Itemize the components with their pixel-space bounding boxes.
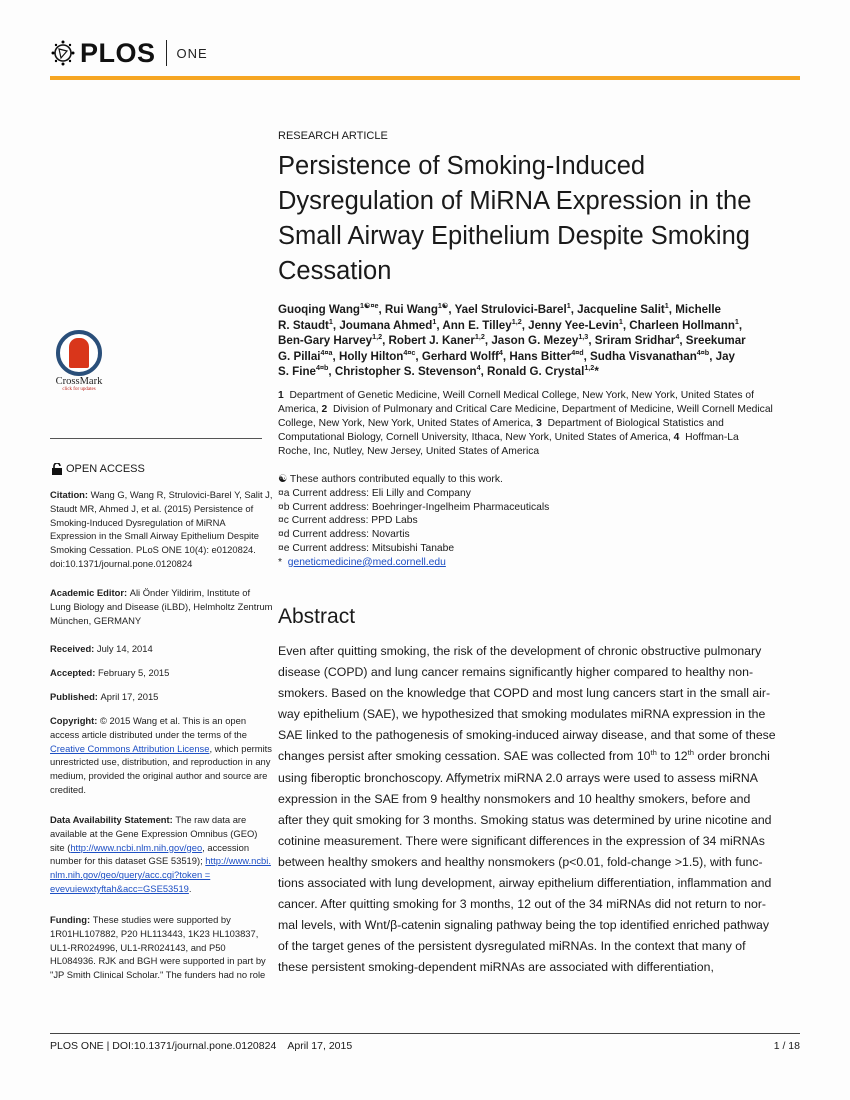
link[interactable]: evevuiewxtyftah&acc=GSE53519 xyxy=(50,882,189,894)
text-span: , Robert J. Kaner xyxy=(382,334,475,348)
text-line xyxy=(278,389,773,403)
link[interactable]: http://www.ncbi. xyxy=(205,855,271,867)
bold-label: Accepted: xyxy=(50,667,98,678)
article-title xyxy=(278,149,751,289)
text-span: , Rui Wang xyxy=(378,303,438,316)
text-span: , Joumana Ahmed xyxy=(332,318,433,332)
text-line: Lung Biology and Disease (iLBD), Helmholtz Zentrum xyxy=(50,600,273,612)
plos-one-logo[interactable] xyxy=(50,36,208,70)
link[interactable]: http://www.ncbi.nlm.nih.gov/geo xyxy=(70,841,203,853)
bold-label: 1 xyxy=(278,390,284,401)
info-block xyxy=(50,714,272,797)
text-line xyxy=(50,868,265,882)
text-span: © 2015 Wang et al. This is an open xyxy=(100,715,247,726)
text-line xyxy=(50,690,265,704)
author-notes xyxy=(278,473,549,570)
text-line xyxy=(278,364,746,380)
text-span: , Charleen Hollmann xyxy=(622,318,735,332)
text-span: to 12 xyxy=(656,749,688,764)
text-span: , Sudha Visvanathan xyxy=(583,349,697,363)
text-line xyxy=(50,882,265,896)
superscript: 1 xyxy=(328,316,333,326)
text-span: changes persist after smoking cessation. SAE was collected from 10 xyxy=(278,749,651,764)
text-span: order bronchi xyxy=(694,749,770,764)
text-line: München, GERMANY xyxy=(50,614,142,626)
superscript: 1 xyxy=(734,316,739,326)
text-span: Ali Önder Yildirim, Institute of xyxy=(129,587,251,598)
text-span: , Yael Strulovici-Barel xyxy=(448,303,567,316)
abstract-body xyxy=(278,641,776,979)
text-span: The raw data are xyxy=(175,814,247,825)
text-line: disease (COPD) and lung cancer remains significantly higher compared to healthy non- xyxy=(278,665,754,680)
text-span: February 5, 2015 xyxy=(97,667,170,678)
left-divider xyxy=(50,438,262,439)
text-line: ¤e Current address: Mitsubishi Tanabe xyxy=(278,542,455,554)
text-line: Smoking Cessation. PLoS ONE 10(4): e0120824. xyxy=(50,544,256,556)
text-span: site ( xyxy=(50,841,71,853)
superscript: 1,2 xyxy=(511,316,522,326)
text-span: , Michelle xyxy=(668,303,721,316)
info-block xyxy=(50,488,273,571)
text-span: R. Staudt xyxy=(278,318,329,332)
text-line: ¤a Current address: Eli Lilly and Company xyxy=(278,487,471,499)
open-lock-icon xyxy=(52,463,62,475)
text-line: Staudt MR, Ahmed J, et al. (2015) Persistence of xyxy=(50,502,254,514)
text-line: tions associated with lung development, airway epithelium differentiation, inflammation and xyxy=(278,876,772,891)
text-line xyxy=(50,742,272,756)
text-line xyxy=(278,417,773,431)
text-line: using fiberoptic bronchoscopy. Affymetrix miRNA 2.0 arrays were used to assess miRNA xyxy=(278,770,758,785)
text-span: , Sriram Sridhar xyxy=(588,334,676,348)
crossmark-label: CrossMark xyxy=(55,376,103,387)
text-span: * xyxy=(278,556,288,568)
info-block xyxy=(50,666,265,680)
text-line xyxy=(278,349,746,365)
text-span: College, New York, New York, United States of America, xyxy=(278,418,537,429)
text-span: Guoqing Wang xyxy=(278,303,360,316)
bold-label: Published: xyxy=(50,691,101,702)
text-span: Wang G, Wang R, Strulovici-Barel Y, Salit J, xyxy=(90,489,273,500)
text-line: access article distributed under the terms of the xyxy=(50,728,247,740)
superscript: 4¤c xyxy=(403,347,416,357)
text-span: April 17, 2015 xyxy=(100,691,159,702)
text-span: , xyxy=(738,318,743,332)
text-span: , Holly Hilton xyxy=(332,349,404,363)
info-block xyxy=(50,586,273,627)
superscript: 4¤b xyxy=(696,347,710,357)
text-line: Even after quitting smoking, the risk of the development of chronic obstructive pulmonary xyxy=(278,644,762,658)
text-line: Smoking-Induced Dysregulation of MiRNA xyxy=(50,516,226,528)
bold-label: Data Availability Statement: xyxy=(50,814,176,825)
text-line: HL084936. RJK and BGH were supported in part by xyxy=(50,955,266,967)
text-line: ☯ These authors contributed equally to this work. xyxy=(278,474,503,485)
text-span: America, xyxy=(278,404,322,415)
footer-citation: PLOS ONE | DOI:10.1371/journal.pone.0120824 April 17, 2015 xyxy=(50,1040,353,1052)
text-line: UL1-RR024996, UL1-RR024143, and P50 xyxy=(50,941,226,953)
text-span: , which permits xyxy=(209,742,272,754)
text-line: cancer. After quitting smoking for 3 months, 12 out of the 34 miRNAs did not return to nor- xyxy=(278,897,767,912)
text-span: , Hans Bitter xyxy=(502,349,572,363)
text-span: , Jay xyxy=(709,349,735,363)
logo-one-text: ONE xyxy=(176,45,208,61)
superscript: 4¤b xyxy=(316,363,329,373)
text-line: doi:10.1371/journal.pone.0120824 xyxy=(50,557,193,569)
plos-globe-icon xyxy=(50,40,76,66)
superscript: 1 xyxy=(664,301,669,311)
text-span: . xyxy=(188,882,192,894)
open-access-label xyxy=(52,463,145,475)
author-list xyxy=(278,302,746,380)
affiliations xyxy=(278,389,773,459)
text-line xyxy=(50,714,265,728)
superscript: 1☯¤e xyxy=(360,301,379,311)
text-span: , Ann E. Tilley xyxy=(436,318,512,332)
superscript: 1,2 xyxy=(474,332,485,342)
bold-label: 2 xyxy=(321,404,328,415)
text-line: SAE linked to the pathogenesis of smoking-induced airway disease, and that some of these xyxy=(278,728,776,743)
open-access-text: OPEN ACCESS xyxy=(66,463,145,475)
text-span: , Christopher S. Stevenson xyxy=(328,365,477,379)
text-span: July 14, 2014 xyxy=(96,643,153,654)
text-span: Hoffman-La xyxy=(679,432,739,443)
logo-plos-text: PLOS xyxy=(80,37,156,68)
text-line xyxy=(278,302,746,318)
text-line: Roche, Inc, Nutley, New Jersey, United States of America xyxy=(278,446,540,457)
text-span: , Gerhard Wolff xyxy=(415,349,499,363)
superscript: 4 xyxy=(498,347,503,357)
text-line: Expression in the Small Airway Epithelium Despite xyxy=(50,530,259,542)
text-line: between healthy smokers and healthy nonsmokers (p<0.01, fold-change >1.5), with func- xyxy=(278,854,763,869)
superscript: 4 xyxy=(675,332,680,342)
article-type: RESEARCH ARTICLE xyxy=(278,130,388,142)
text-line: medium, provided the original author and source are xyxy=(50,770,268,782)
text-span: G. Pillai xyxy=(278,349,321,363)
info-block xyxy=(50,813,271,896)
text-line: of the target genes of the persistent dysregulated miRNAs. In the context that many of xyxy=(278,939,746,954)
crossmark-badge[interactable] xyxy=(50,330,108,392)
text-line: unrestricted use, distribution, and reproduction in any xyxy=(50,756,271,768)
text-line: ¤b Current address: Boehringer-Ingelheim Pharmaceuticals xyxy=(278,501,550,513)
text-line xyxy=(50,666,265,680)
bold-label: 4 xyxy=(673,432,680,443)
text-span: Division of Pulmonary and Critical Care Medicine, Department of Medicine, Weill Cornell Medical xyxy=(327,404,773,415)
bold-label: Copyright: xyxy=(50,715,100,726)
text-span: These studies were supported by xyxy=(92,914,231,925)
superscript: th xyxy=(650,748,657,758)
text-line: expression in the SAE from 9 healthy nonsmokers and 10 healthy smokers, before and xyxy=(278,791,751,806)
info-block xyxy=(50,913,265,982)
text-line xyxy=(50,813,265,827)
header-accent-bar xyxy=(50,76,800,80)
text-line: way epithelium (SAE), we hypothesized that smoking modulates miRNA expression in the xyxy=(278,707,766,722)
text-span: Ben-Gary Harvey xyxy=(278,334,373,348)
text-line: Dysregulation of MiRNA Expression in the xyxy=(278,187,752,215)
superscript: 4¤d xyxy=(571,347,584,357)
text-line: available at the Gene Expression Omnibus (GEO) xyxy=(50,827,258,839)
text-line: credited. xyxy=(50,783,86,795)
text-span: , accession xyxy=(202,841,250,853)
superscript: 4 xyxy=(476,363,481,373)
bold-label: Received: xyxy=(50,643,97,654)
text-span: , Jacqueline Salit xyxy=(570,303,665,316)
superscript: 1,3 xyxy=(578,332,589,342)
text-span: , Sreekumar xyxy=(679,334,746,348)
page-number: 1 / 18 xyxy=(773,1040,800,1052)
superscript: 1 xyxy=(432,316,437,326)
logo-divider xyxy=(166,40,167,66)
bold-label: Citation: xyxy=(50,489,91,500)
text-span: Department of Genetic Medicine, Weill Cornell Medical College, New York, New York, United States of xyxy=(283,390,754,401)
text-line xyxy=(278,318,746,334)
bold-label: Academic Editor: xyxy=(50,587,130,598)
abstract-heading: Abstract xyxy=(278,605,356,628)
text-line: 1R01HL107882, P20 HL113443, 1K23 HL103837, xyxy=(50,927,259,939)
text-line: ¤c Current address: PPD Labs xyxy=(278,515,418,527)
crossmark-sub: click for updates xyxy=(62,387,96,392)
bold-label: Funding: xyxy=(50,914,93,925)
text-line: cotinine measurement. There were significant differences in the expression of 34 miRNAs xyxy=(278,833,765,848)
text-span: , Jason G. Mezey xyxy=(484,334,579,348)
text-line: Small Airway Epithelium Despite Smoking xyxy=(278,222,750,250)
text-line: mal levels, with Wnt/β-catenin signaling pathway being the top identified enriched pathway xyxy=(278,918,770,933)
text-line xyxy=(50,854,271,868)
superscript: 1☯ xyxy=(437,301,449,311)
info-block xyxy=(50,642,265,656)
text-line xyxy=(278,746,776,767)
superscript: 1 xyxy=(618,316,623,326)
text-line: ¤d Current address: Novartis xyxy=(278,529,410,541)
crossmark-icon xyxy=(56,330,102,376)
superscript: 4¤a xyxy=(320,347,333,357)
text-line xyxy=(278,556,549,570)
link[interactable]: nlm.nih.gov/geo/query/acc.cgi?token = xyxy=(50,869,211,881)
text-line: these persistent smoking-dependent miRNAs are associated with differentiation, xyxy=(278,960,714,975)
superscript: th xyxy=(687,748,694,758)
info-block xyxy=(50,690,265,704)
text-line: smokers. Based on the knowledge that COPD and most lung cancers start in the small air- xyxy=(278,686,771,701)
text-line: Persistence of Smoking-Induced xyxy=(278,152,646,180)
text-span: Computational Biology, Cornell University, Ithaca, New York, United States of America, xyxy=(278,432,674,443)
footer-divider xyxy=(50,1033,800,1034)
text-line: after they quit smoking for 3 months. Smoking status was determined by urine nicotine and xyxy=(278,812,772,827)
text-line xyxy=(50,488,273,502)
text-span: number for this dataset GSE 53519); xyxy=(50,855,206,867)
text-line xyxy=(278,431,773,445)
text-span: , Ronald G. Crystal xyxy=(480,365,585,379)
text-span: * xyxy=(594,365,599,379)
text-line xyxy=(50,913,265,927)
link[interactable]: geneticmedicine@med.cornell.edu xyxy=(287,556,446,568)
bold-label: 3 xyxy=(536,418,542,429)
text-line: Cessation xyxy=(278,257,392,285)
text-span: Department of Biological Statistics and xyxy=(541,418,724,429)
text-line xyxy=(50,586,265,600)
superscript: 1,2 xyxy=(372,332,383,342)
text-line xyxy=(278,333,746,349)
text-line xyxy=(50,642,265,656)
text-line xyxy=(278,403,773,417)
link[interactable]: Creative Commons Attribution License xyxy=(50,742,210,754)
text-span: S. Fine xyxy=(278,365,317,379)
superscript: 1,2 xyxy=(584,363,595,373)
text-line xyxy=(50,841,265,855)
text-span: , Jenny Yee-Levin xyxy=(521,318,619,332)
text-line: "JP Smith Clinical Scholar." The funders had no role xyxy=(50,969,266,981)
superscript: 1 xyxy=(566,301,571,311)
